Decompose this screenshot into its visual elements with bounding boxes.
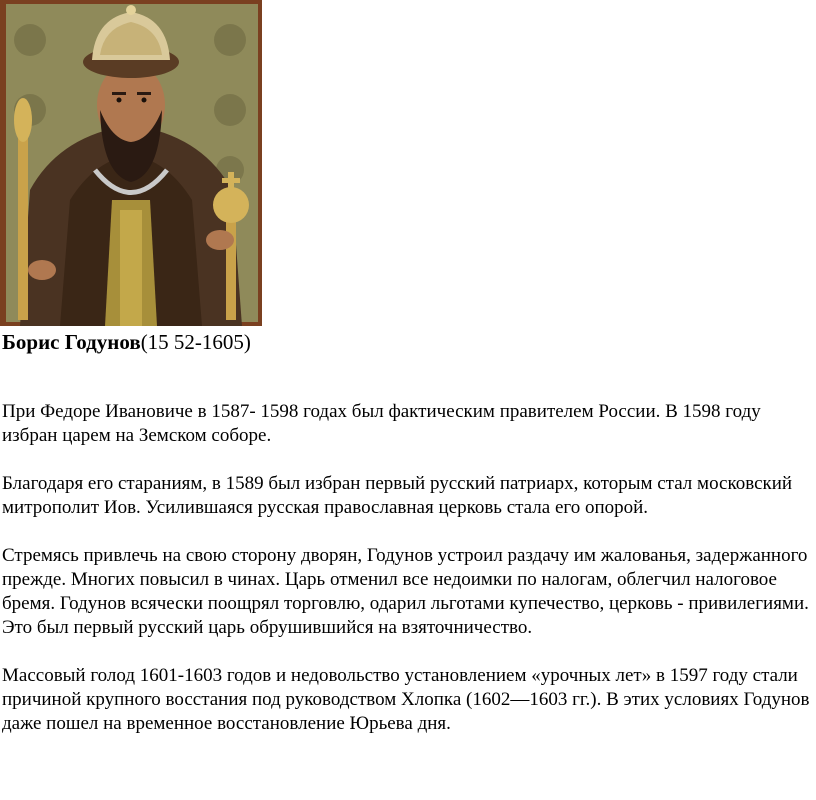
page-title	[2, 328, 251, 356]
article-body	[2, 400, 810, 760]
title-years: (15 52-1605)	[140, 330, 251, 354]
paragraph: Благодаря его стараниям, в 1589 был избран первый русский патриарх, которым стал московский митрополит Иов. Усилившаяся русская православная церковь стала его опорой.	[2, 473, 793, 518]
paragraph: Стремясь привлечь на свою сторону дворян, Годунов устроил раздачу им жалованья, задержанного прежде. Многих повысил в чинах. Царь отменил все недоимки по налогам, облегчил налоговое бремя. Годунов всячески поощрял торговлю, одарил льготами купечество, церковь - привилегиями. Это был первый русский царь обрушившийся на взяточничество.	[2, 545, 809, 638]
portrait-image	[0, 0, 262, 326]
paragraph: При Федоре Ивановиче в 1587- 1598 годах был фактическим правителем России. В 1598 году избран царем на Земском соборе.	[2, 401, 761, 446]
title-name: Борис Годунов	[2, 330, 141, 354]
paragraph: Массовый голод 1601-1603 годов и недовольство установлением «урочных лет» в 1597 году стали причиной крупного восстания под руководством Хлопка (1602—1603 гг.). В этих условиях Годунов даже пошел на временное восстановление Юрьева дня.	[2, 665, 810, 734]
